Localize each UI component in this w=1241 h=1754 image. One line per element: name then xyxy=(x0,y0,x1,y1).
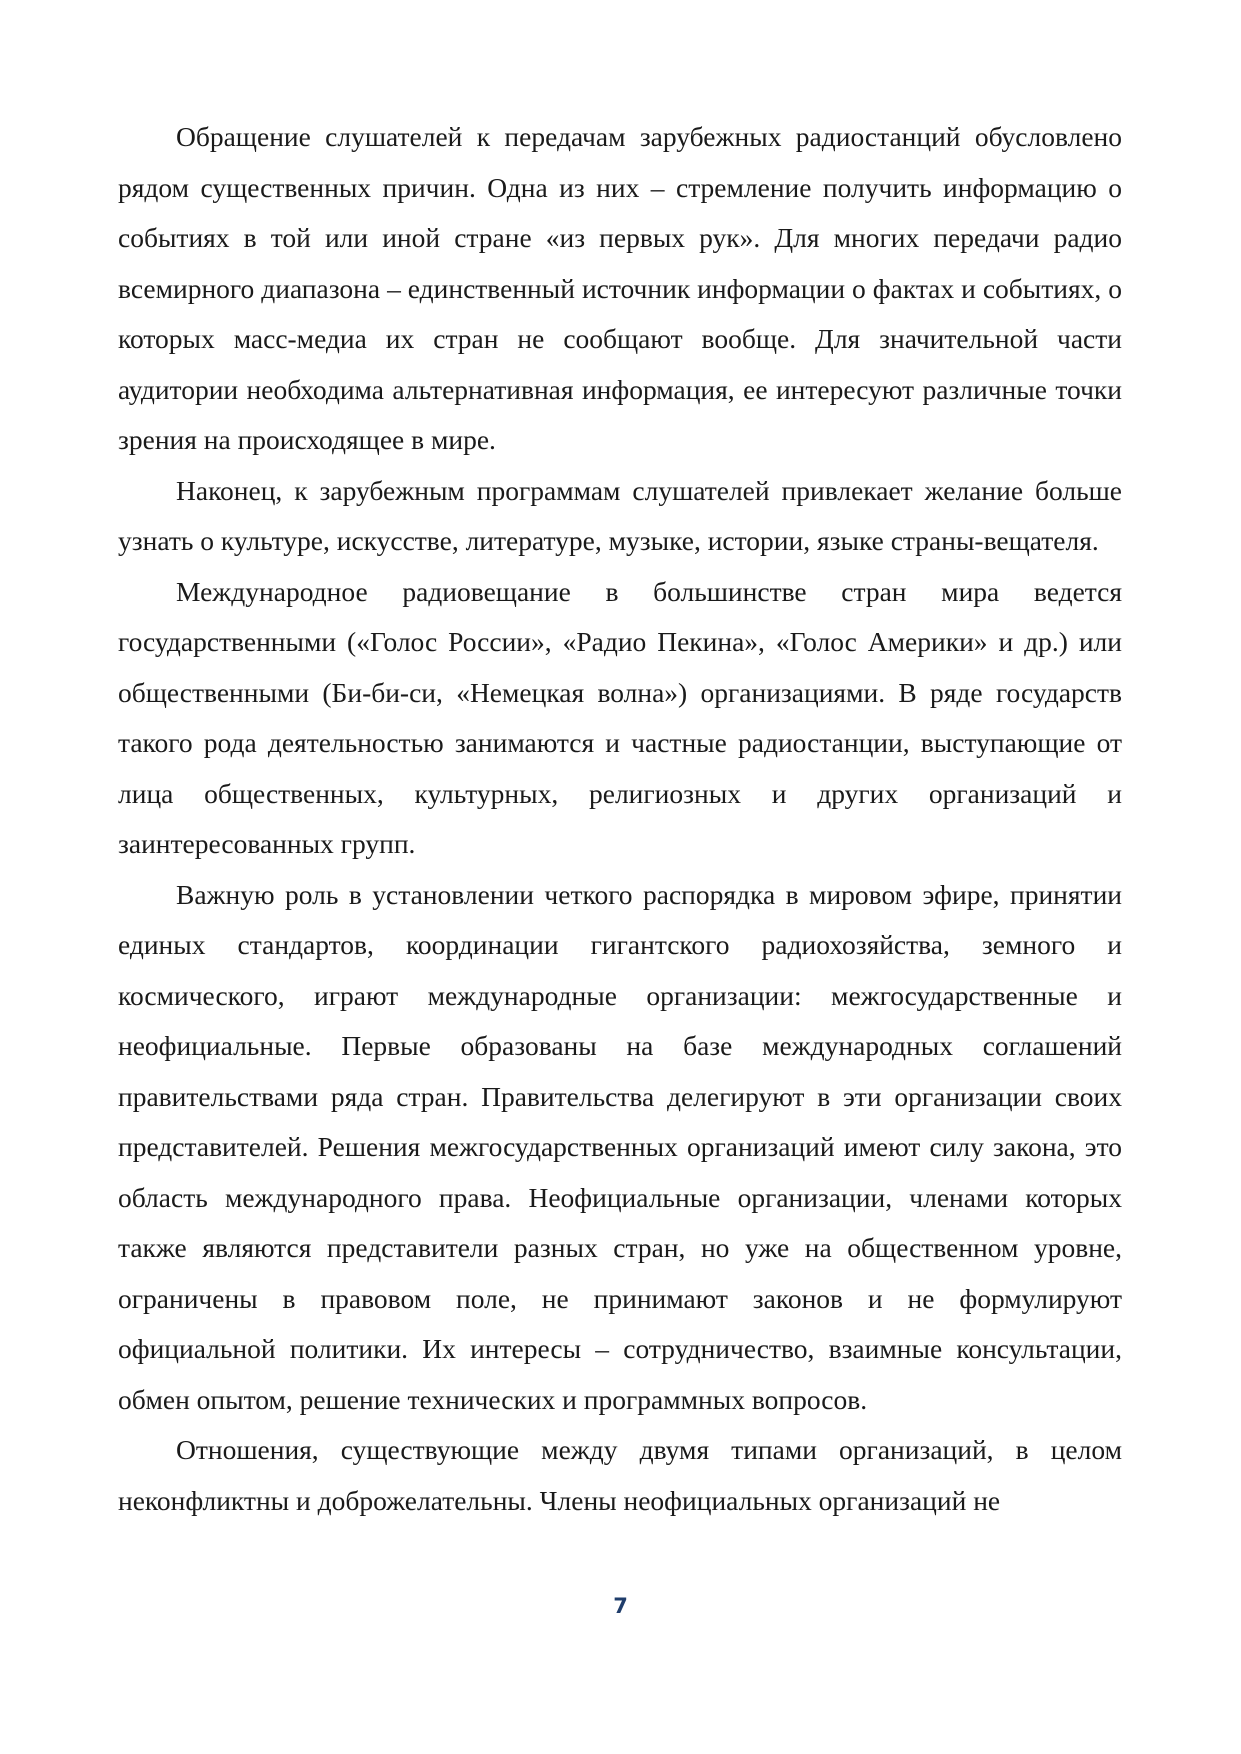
body-text xyxy=(118,112,1122,1526)
paragraph-foreign-radio-reasons: Обращение слушателей к передачам зарубежных радиостанций обусловлено рядом существенных причин. Одна из них – стремление получить информацию о событиях в той или иной стране «из первых рук». Для многих передачи радио всемирного диапазона – единственный источник информации о фактах и событиях, о которых масс-медиа их стран не сообщают вообще. Для значительной части аудитории необходима альтернативная информация, ее интересуют различные точки зрения на происходящее в мире. xyxy=(118,121,1122,455)
page-number: 7 xyxy=(613,1594,628,1618)
paragraph-culture-interest: Наконец, к зарубежным программам слушателей привлекает желание больше узнать о культуре, искусстве, литературе, музыке, истории, языке страны-вещателя. xyxy=(118,474,1122,556)
paragraph-international-organizations: Важную роль в установлении четкого распорядка в мировом эфире, принятии единых стандартов, координации гигантского радиохозяйства, земного и космического, играют международные организации: межгосударственные и неофициальные. Первые образованы на базе международных соглашений правительствами ряда стран. Правительства делегируют в эти организации своих представителей. Решения межгосударственных организаций имеют силу закона, это область международного права. Неофициальные организации, членами которых также являются представители разных стран, но уже на общественном уровне, ограничены в правовом поле, не принимают законов и не формулируют официальной политики. Их интересы – сотрудничество, взаимные консультации, обмен опытом, решение технических и программных вопросов. xyxy=(118,878,1122,1415)
paragraph-organization-relations: Отношения, существующие между двумя типами организаций, в целом неконфликтны и доброжелательны. Члены неофициальных организаций не xyxy=(118,1434,1122,1516)
paragraph-international-broadcasting: Международное радиовещание в большинстве стран мира ведется государственными («Голос России», «Радио Пекина», «Голос Америки» и др.) или общественными (Би-би-си, «Немецкая волна») организациями. В ряде государств такого рода деятельностью занимаются и частные радиостанции, выступающие от лица общественных, культурных, религиозных и других организаций и заинтересованных групп. xyxy=(118,575,1122,859)
